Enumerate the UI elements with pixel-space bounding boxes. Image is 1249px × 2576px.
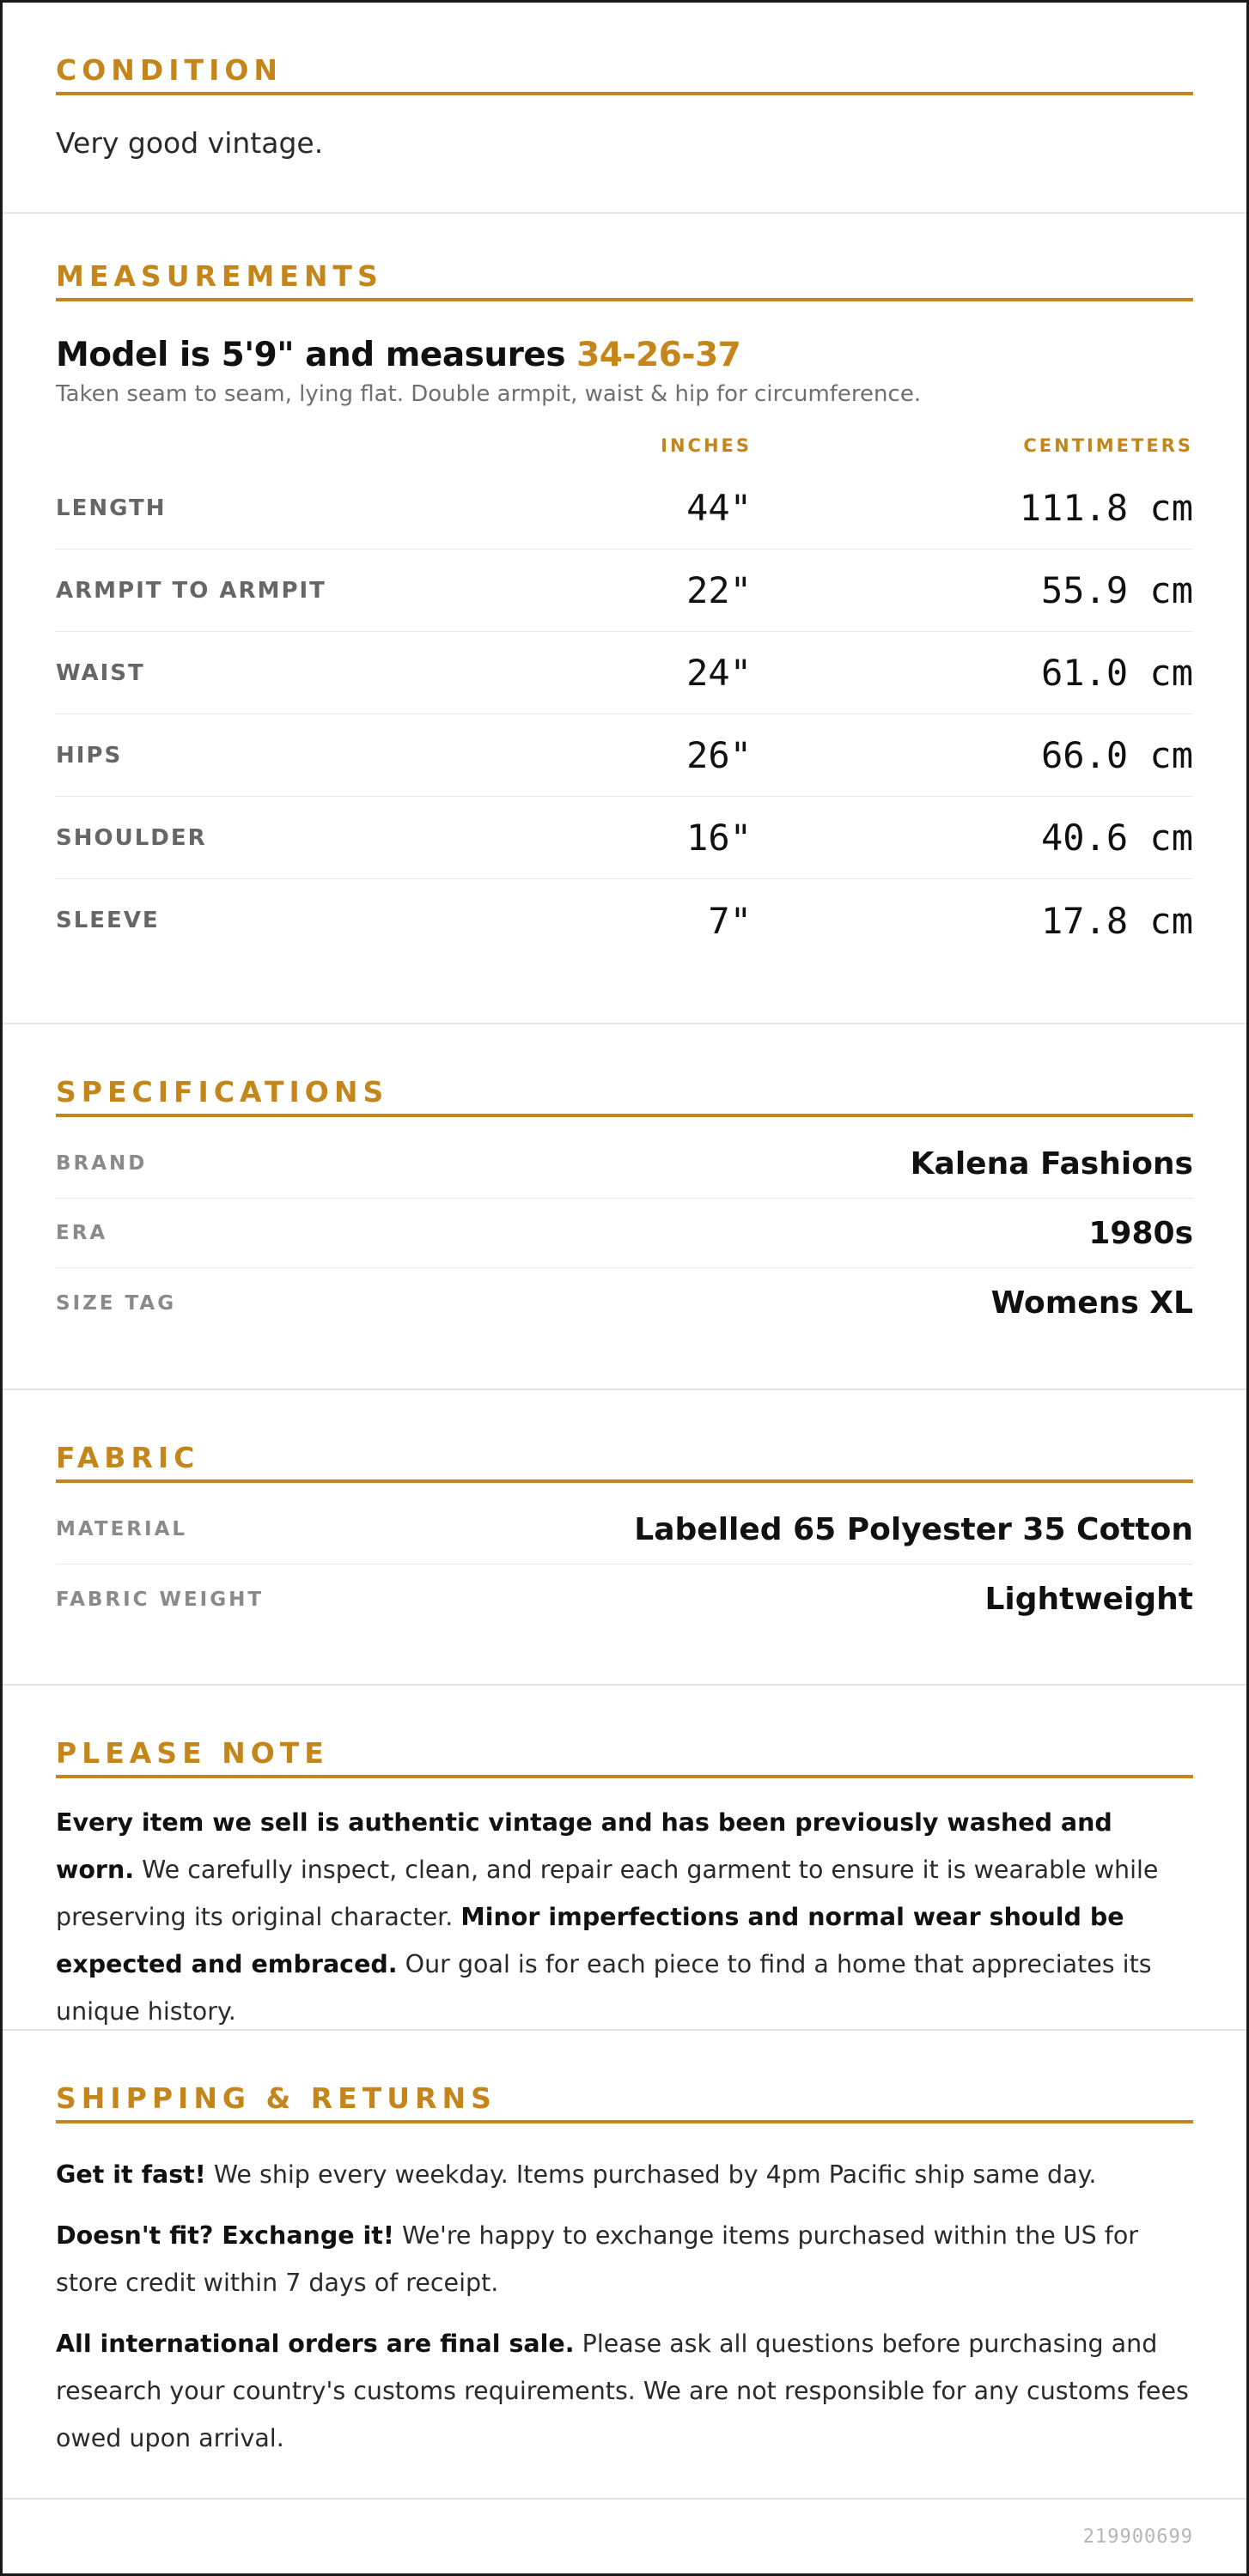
spec-key: SIZE TAG <box>56 1291 177 1315</box>
spec-row-brand <box>56 1129 1193 1199</box>
exchange-bold: Doesn't fit? Exchange it! <box>56 2221 394 2250</box>
specifications-title: SPECIFICATIONS <box>56 1067 1193 1117</box>
international-paragraph <box>56 2320 1193 2462</box>
measurement-label: WAIST <box>56 659 145 686</box>
model-measures: 34-26-37 <box>576 336 741 374</box>
spec-row-era <box>56 1199 1193 1268</box>
spec-row-size-tag <box>56 1268 1193 1338</box>
fabric-key: FABRIC WEIGHT <box>56 1588 265 1611</box>
condition-title: CONDITION <box>56 46 1193 95</box>
measurement-centimeters: 61.0 cm <box>1040 652 1193 694</box>
measurement-inches: 26" <box>686 734 752 776</box>
shipping-text <box>56 2151 1193 2462</box>
fabric-title: FABRIC <box>56 1433 1193 1483</box>
specifications-section <box>3 1024 1246 1390</box>
measurement-row <box>56 714 1193 797</box>
measurement-inches: 16" <box>686 817 752 859</box>
fabric-key: MATERIAL <box>56 1518 188 1540</box>
measurements-section <box>3 214 1246 1024</box>
measurement-row <box>56 550 1193 632</box>
fabric-row-material <box>56 1495 1193 1564</box>
fabric-row-weight <box>56 1564 1193 1634</box>
measurement-label: LENGTH <box>56 495 167 521</box>
condition-section <box>3 3 1246 214</box>
model-info <box>56 336 1193 374</box>
measurements-table <box>56 467 1193 962</box>
fabric-value: Lightweight <box>984 1582 1193 1617</box>
shipping-paragraph <box>56 2151 1193 2198</box>
please-note-section <box>3 1686 1246 2031</box>
exchange-paragraph <box>56 2212 1193 2306</box>
measurement-centimeters: 55.9 cm <box>1040 569 1193 611</box>
measurement-row <box>56 797 1193 879</box>
measurement-centimeters: 17.8 cm <box>1040 899 1193 942</box>
measurement-label: HIPS <box>56 742 123 769</box>
measurement-label: ARMPIT TO ARMPIT <box>56 577 326 604</box>
shipping-returns-title: SHIPPING & RETURNS <box>56 2074 1193 2123</box>
note-text-2: Our goal is for each piece to find a home that appreciates its unique history. <box>56 1950 1152 2026</box>
spec-value: Womens XL <box>990 1285 1193 1321</box>
measurement-inches: 24" <box>686 652 752 694</box>
condition-text: Very good vintage. <box>56 126 324 160</box>
measurement-row <box>56 467 1193 550</box>
spec-key: BRAND <box>56 1152 148 1175</box>
measurement-centimeters: 40.6 cm <box>1040 817 1193 859</box>
measurement-row <box>56 632 1193 714</box>
measurements-table-header <box>56 433 1193 459</box>
shipping-bold: Get it fast! <box>56 2160 206 2189</box>
footer <box>3 2500 1246 2573</box>
measurement-inches: 44" <box>686 487 752 529</box>
note-text-1: We carefully inspect, clean, and repair each garment to ensure it is wearable while preserving its original character. <box>56 1856 1159 1931</box>
international-bold: All international orders are final sale. <box>56 2330 575 2358</box>
fabric-value: Labelled 65 Polyester 35 Cotton <box>634 1511 1193 1547</box>
measurement-label: SLEEVE <box>56 908 160 933</box>
specifications-list <box>56 1129 1193 1338</box>
measurement-row <box>56 879 1193 962</box>
product-details-panel <box>3 3 1246 2573</box>
measurements-subtitle: Taken seam to seam, lying flat. Double armpit, waist & hip for circumference. <box>56 381 922 407</box>
please-note-title: PLEASE NOTE <box>56 1728 1193 1778</box>
international-text-span: Please ask all questions before purchasing and research your country's customs requirements. We are not responsible for any customs fees owed upon arrival. <box>56 2330 1189 2452</box>
please-note-text <box>56 1799 1193 2035</box>
measurement-inches: 22" <box>686 569 752 611</box>
column-header-inches: INCHES <box>661 435 752 456</box>
shipping-returns-section <box>3 2031 1246 2500</box>
measurement-centimeters: 111.8 cm <box>1019 487 1193 529</box>
measurement-inches: 7" <box>708 899 752 942</box>
note-bold-2: Minor imperfections and normal wear should be expected and embraced. <box>56 1903 1124 1978</box>
spec-key: ERA <box>56 1222 108 1244</box>
shipping-text-span: We ship every weekday. Items purchased by 4pm Pacific ship same day. <box>205 2160 1097 2189</box>
measurement-label: SHOULDER <box>56 824 207 851</box>
note-bold-1: Every item we sell is authentic vintage and has been previously washed and worn. <box>56 1808 1112 1884</box>
spec-value: 1980s <box>1088 1215 1193 1251</box>
fabric-section <box>3 1390 1246 1686</box>
spec-value: Kalena Fashions <box>910 1145 1193 1182</box>
product-sku: 219900699 <box>1082 2525 1193 2548</box>
fabric-list <box>56 1495 1193 1634</box>
exchange-text-span: We're happy to exchange items purchased within the US for store credit within 7 days of receipt. <box>56 2221 1138 2297</box>
column-header-centimeters: CENTIMETERS <box>1023 435 1193 456</box>
model-info-prefix: Model is 5'9" and measures <box>56 336 577 374</box>
measurements-title: MEASUREMENTS <box>56 252 1193 301</box>
measurement-centimeters: 66.0 cm <box>1040 734 1193 776</box>
